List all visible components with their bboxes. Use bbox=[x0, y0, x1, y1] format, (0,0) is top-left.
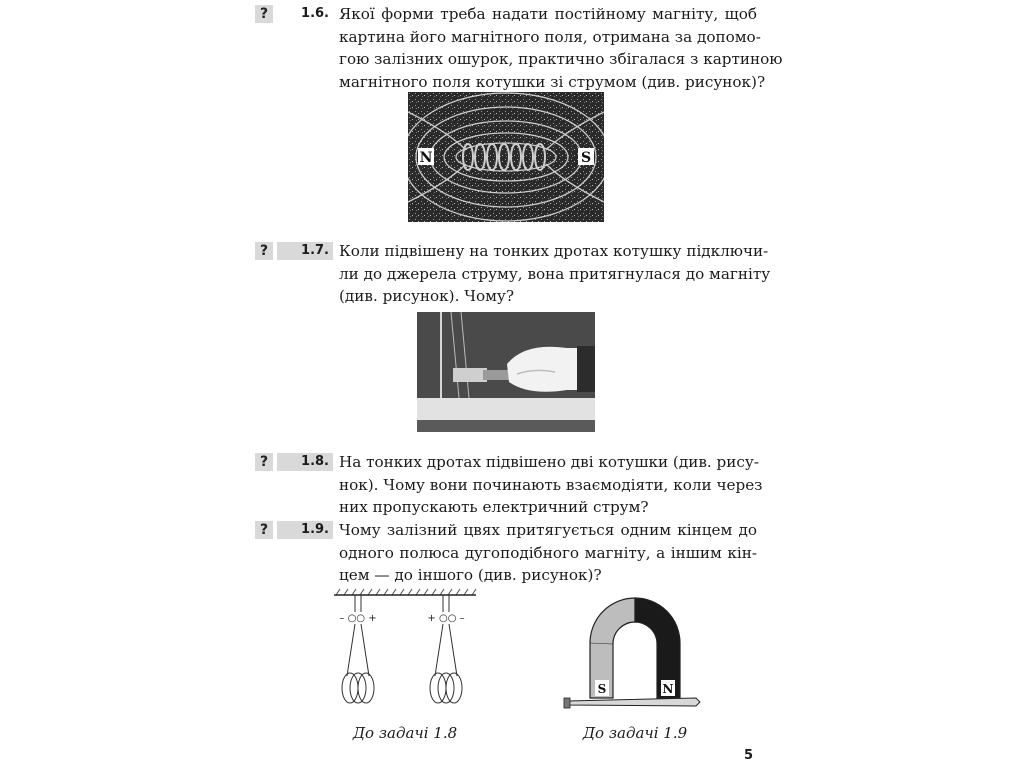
magnet-s-label: S bbox=[597, 682, 607, 696]
horseshoe-magnet-diagram bbox=[560, 588, 710, 718]
photo-image bbox=[417, 312, 595, 432]
caption-1-8: До задачі 1.8 bbox=[352, 724, 458, 742]
two-coils-diagram bbox=[330, 588, 480, 718]
problem-text bbox=[339, 519, 757, 587]
problem-text-line: Коли підвішену на тонких дротах котушку підключи- bbox=[339, 242, 769, 260]
problem-text-line: нок). Чому вони починають взаємодіяти, коли через bbox=[339, 475, 763, 494]
problem-text-line: Чому залізний цвях притягується одним кінцем до bbox=[339, 521, 757, 539]
coil-field-lines-figure bbox=[408, 92, 604, 222]
pole-s-label: S bbox=[580, 150, 592, 166]
problem-number: 1.8. bbox=[277, 453, 333, 471]
coil-magnet-photo bbox=[417, 312, 595, 432]
iron-filings-image bbox=[408, 92, 604, 222]
question-badge: ? bbox=[255, 5, 273, 23]
coil-right-terminals: + ○○ – bbox=[427, 613, 465, 624]
magnet-n-label: N bbox=[662, 682, 674, 696]
page-number: 5 bbox=[744, 748, 754, 763]
caption-1-9: До задачі 1.9 bbox=[582, 724, 688, 742]
problem-text-line: цем — до іншого (див. рисунок)? bbox=[339, 566, 602, 584]
problem-text-line: картина його магнітного поля, отримана за допомо- bbox=[339, 27, 761, 46]
question-badge: ? bbox=[255, 453, 273, 471]
question-badge: ? bbox=[255, 242, 273, 260]
problem-text-line: На тонких дротах підвішено дві котушки (див. рису- bbox=[339, 453, 759, 471]
problem-text-line: них пропускають електричний струм? bbox=[339, 498, 649, 516]
horseshoe-magnet-figure bbox=[560, 588, 710, 718]
problem-number: 1.6. bbox=[301, 6, 329, 21]
question-badge: ? bbox=[255, 521, 273, 539]
problem-text-line: Якої форми треба надати постійному магніту, щоб bbox=[339, 5, 757, 23]
pole-n-label: N bbox=[419, 150, 433, 166]
problem-text bbox=[339, 240, 771, 308]
problem-text-line: ли до джерела струму, вона притягнулася до магніту bbox=[339, 264, 771, 283]
problem-text-line: (див. рисунок). Чому? bbox=[339, 287, 515, 305]
two-coils-figure bbox=[330, 588, 480, 718]
problem-text-line: магнітного поля котушки зі струмом (див. рисунок)? bbox=[339, 72, 766, 91]
problem-text bbox=[339, 3, 783, 93]
problem-number: 1.9. bbox=[277, 521, 333, 539]
problem-text-line: гою залізних ошурок, практично збігалася з картиною bbox=[339, 50, 783, 68]
problem-text bbox=[339, 451, 763, 519]
coil-left-terminals: – ○○ + bbox=[339, 613, 377, 624]
problem-number: 1.7. bbox=[277, 242, 333, 260]
problem-text-line: одного полюса дугоподібного магніту, а іншим кін- bbox=[339, 543, 757, 562]
